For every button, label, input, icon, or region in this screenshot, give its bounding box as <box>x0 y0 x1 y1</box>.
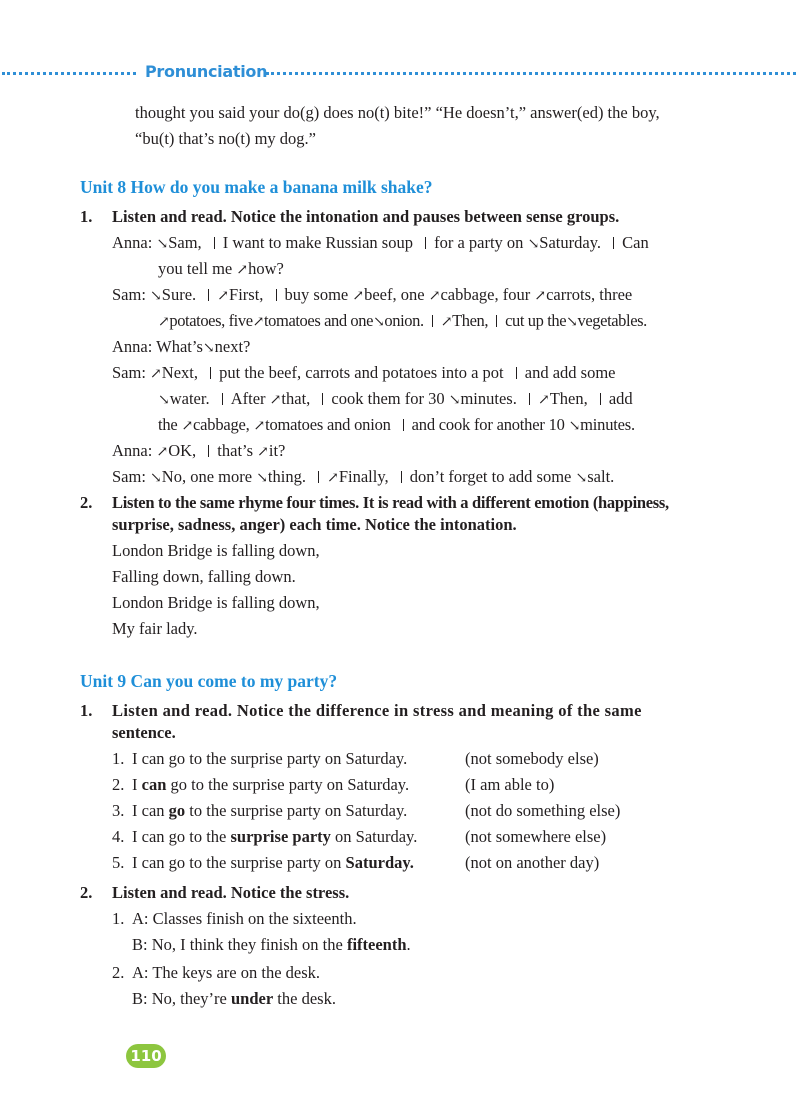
dialogue-line: Sam: ↗Next, put the beef, carrots and potatoes into a pot and add some <box>112 363 616 382</box>
u8-ex2-instruction-2: surprise, sadness, anger) each time. Notice the intonation. <box>112 515 517 534</box>
speaker: Sam: <box>112 467 146 486</box>
rising-arrow-icon: ↗ <box>150 367 162 382</box>
list-item-note: (not do something else) <box>465 801 621 820</box>
rising-arrow-icon: ↗ <box>257 445 269 460</box>
u8-ex2-instruction-1: Listen to the same rhyme four times. It is read with a different emotion (happiness, <box>112 493 669 512</box>
pause-bar <box>425 237 426 249</box>
u8-ex1-instruction: Listen and read. Notice the intonation and pauses between sense groups. <box>112 207 620 226</box>
rising-arrow-icon: ↗ <box>327 471 339 486</box>
dialogue-line: you tell me ↗how? <box>158 259 284 278</box>
pause-bar <box>613 237 614 249</box>
rising-arrow-icon: ↗ <box>181 419 194 434</box>
falling-arrow-icon: ↘ <box>373 315 385 330</box>
falling-arrow-icon: ↘ <box>202 341 215 356</box>
rising-arrow-icon: ↗ <box>253 419 266 434</box>
rising-arrow-icon: ↗ <box>236 263 249 278</box>
pause-bar <box>276 289 277 301</box>
list-item-num: 2. <box>112 775 125 794</box>
rhyme-line: Falling down, falling down. <box>112 567 296 586</box>
rising-arrow-icon: ↗ <box>428 289 441 304</box>
pause-bar <box>322 393 323 405</box>
u9-ex1-instruction-2: sentence. <box>112 723 176 742</box>
dialogue-a: A: Classes finish on the sixteenth. <box>132 909 357 928</box>
speaker: Sam: <box>112 363 146 382</box>
falling-arrow-icon: ↘ <box>566 315 578 330</box>
dialogue-line: Anna: ↘Sam, I want to make Russian soup for a party on ↘Saturday. Can <box>112 233 649 252</box>
list-item-num: 1. <box>112 749 125 768</box>
list-item-note: (not on another day) <box>465 853 600 872</box>
falling-arrow-icon: ↘ <box>448 393 461 408</box>
dialogue-line: Sam: ↘Sure. ↗First, buy some ↗beef, one ↗cabbage, four ↗carrots, three <box>112 285 633 304</box>
unit9-title: Unit 9 Can you come to my party? <box>80 671 338 691</box>
dialogue-b: B: No, they’re under the desk. <box>132 989 336 1008</box>
pause-bar <box>496 315 497 327</box>
list-item: I can go to the surprise party on Saturday. <box>132 827 418 846</box>
list-item: I can go to the surprise party on Saturday. <box>132 853 414 872</box>
rhyme-line: My fair lady. <box>112 619 198 638</box>
u8-ex1-num: 1. <box>80 207 93 226</box>
u9-ex2-num: 2. <box>80 883 93 902</box>
list-item-num: 4. <box>112 827 125 846</box>
u9-ex1-num: 1. <box>80 701 93 720</box>
pause-bar <box>516 367 517 379</box>
intro-line-2: “bu(t) that’s no(t) my dog.” <box>135 129 317 148</box>
list-item-note: (not somewhere else) <box>465 827 607 846</box>
rising-arrow-icon: ↗ <box>537 393 550 408</box>
falling-arrow-icon: ↘ <box>150 289 162 304</box>
header-dots-right <box>266 72 796 75</box>
rhyme-line: London Bridge is falling down, <box>112 541 320 560</box>
rising-arrow-icon: ↗ <box>158 315 170 330</box>
list-item-num: 3. <box>112 801 125 820</box>
list-item-num: 2. <box>112 963 125 982</box>
list-item-num: 5. <box>112 853 125 872</box>
dialogue-line: ↘water. After ↗that, cook them for 30 ↘minutes. ↗Then, add <box>158 389 633 408</box>
rising-arrow-icon: ↗ <box>252 315 264 330</box>
speaker: Anna: <box>112 441 153 460</box>
rising-arrow-icon: ↗ <box>156 445 169 460</box>
unit8-title: Unit 8 How do you make a banana milk shake? <box>80 177 433 197</box>
falling-arrow-icon: ↘ <box>256 471 268 486</box>
dialogue-line: Anna: ↗OK, that’s ↗it? <box>112 441 286 460</box>
list-item-note: (not somebody else) <box>465 749 599 768</box>
list-item-num: 1. <box>112 909 125 928</box>
rising-arrow-icon: ↗ <box>440 315 453 330</box>
speaker: Anna: <box>112 337 153 356</box>
pause-bar <box>210 367 211 379</box>
page-number: 110 <box>126 1044 166 1068</box>
pause-bar <box>529 393 530 405</box>
dialogue-b: B: No, I think they finish on the fifteenth. <box>132 935 411 954</box>
rhyme-line: London Bridge is falling down, <box>112 593 320 612</box>
falling-arrow-icon: ↘ <box>568 419 581 434</box>
u8-ex2-num: 2. <box>80 493 93 512</box>
intro-line-1: thought you said your do(g) does no(t) bite!” “He doesn’t,” answer(ed) the boy, <box>135 103 660 122</box>
dialogue-line: Anna: What’s↘next? <box>112 337 251 356</box>
falling-arrow-icon: ↘ <box>527 237 540 252</box>
list-item-note: (I am able to) <box>465 775 555 794</box>
rising-arrow-icon: ↗ <box>269 393 282 408</box>
pause-bar <box>214 237 215 249</box>
rising-arrow-icon: ↗ <box>534 289 547 304</box>
rising-arrow-icon: ↗ <box>352 289 365 304</box>
pause-bar <box>318 471 319 483</box>
dialogue-line: ↗potatoes, five↗tomatoes and one↘onion. ↗Then, cut up the↘vegetables. <box>158 311 647 330</box>
dialogue-line: the ↗cabbage, ↗tomatoes and onion and cook for another 10 ↘minutes. <box>158 415 635 434</box>
falling-arrow-icon: ↘ <box>575 471 588 486</box>
pause-bar <box>401 471 402 483</box>
u9-ex1-instruction-1: Listen and read. Notice the difference in stress and meaning of the same <box>112 701 642 720</box>
pause-bar <box>222 393 223 405</box>
page-header <box>0 62 800 86</box>
pause-bar <box>600 393 601 405</box>
pause-bar <box>208 445 209 457</box>
list-item: I can go to the surprise party on Saturday. <box>132 775 410 794</box>
header-title: Pronunciation <box>145 62 268 81</box>
list-item: I can go to the surprise party on Saturday. <box>132 801 408 820</box>
u9-ex2-instruction: Listen and read. Notice the stress. <box>112 883 350 902</box>
falling-arrow-icon: ↘ <box>150 471 162 486</box>
pause-bar <box>208 289 209 301</box>
falling-arrow-icon: ↘ <box>156 237 169 252</box>
dialogue-line: Sam: ↘No, one more ↘thing. ↗Finally, don’t forget to add some ↘salt. <box>112 467 615 486</box>
pause-bar <box>403 419 404 431</box>
list-item: I can go to the surprise party on Saturday. <box>132 749 408 768</box>
pause-bar <box>432 315 433 327</box>
header-dots-left <box>2 72 136 75</box>
dialogue-a: A: The keys are on the desk. <box>132 963 321 982</box>
speaker: Anna: <box>112 233 153 252</box>
rising-arrow-icon: ↗ <box>217 289 230 304</box>
falling-arrow-icon: ↘ <box>158 393 170 408</box>
speaker: Sam: <box>112 285 146 304</box>
